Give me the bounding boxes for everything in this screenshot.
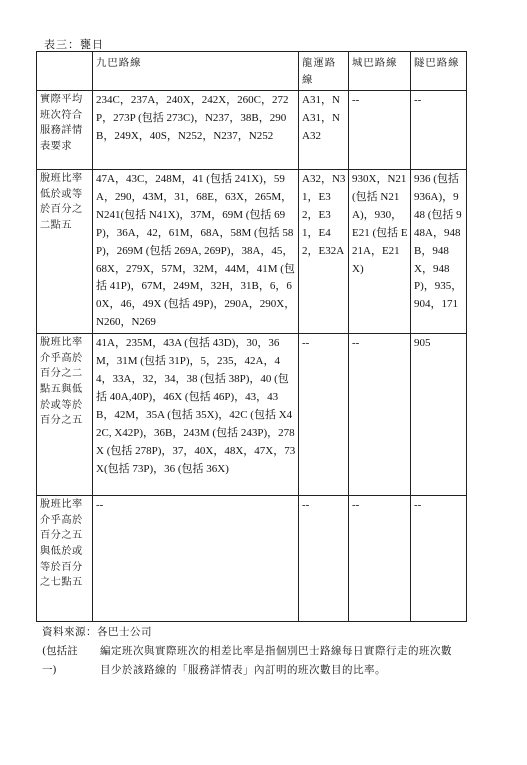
header-tunnel: 隧巴路線 [411,52,467,91]
kmb-routes: 47A，43C，248M，41 (包括 241X)，59A，290，43M，31，68E，63X，265M，N241(包括 N41X)，37M，69M (包括 69P)，36A，42，61M，68A，58M (包括 58P)，269M (包括 269A, 269P)，38A，45，68X，279X，57M，32M，44M，41M (包括 41P)，67M，249M，32H，31B，6，60X，46，49X (包括 49P)，290A，290X，N260，N269 [93,170,299,334]
lwb-routes: -- [299,334,349,496]
ctb-routes: 930X，N21 (包括 N21A)，930，E21 (包括 E21A，E21X) [349,170,411,334]
kmb-routes: -- [93,496,299,622]
data-source: 資料來源：各巴士公司 [42,626,152,638]
note-text: 編定班次與實際班次的相差比率是指個別巴士路線每日實際行走的班次數目少於該路線的「服務詳情表」內訂明的班次數目的比率。 [100,645,452,676]
kmb-routes: 234C，237A，240X，242X，260C，272P，273P (包括 273C)，N237，38B，290B，249X，40S，N252，N237，N252 [93,91,299,170]
route-table [36,51,467,622]
table-row [37,496,467,622]
lwb-routes: A32，N31，E32，E31，E42，E32A [299,170,349,334]
lwb-routes: -- [299,496,349,622]
table-row [37,170,467,334]
kmb-routes: 41A，235M，43A (包括 43D)，30，36M，31M (包括 31P)，5，235，42A，44，33A，32，34，38 (包括 38P)，40 (包括 40A,40P)，46X (包括 46P)，43，43B，42M，35A (包括 35X)，42C (包括 X42C, X42P)，36B，243M (包括 243P)，278X (包括 278P)，37，40X，48X，47X，73X(包括 73P)，36 (包括 36X) [93,334,299,496]
header-kmb: 九巴路線 [93,52,299,91]
tunnel-routes: -- [411,91,467,170]
tunnel-routes: 905 [411,334,467,496]
table-row [37,334,467,496]
tunnel-routes: 936 (包括 936A)，948 (包括 948A，948B，948X，948P)，935，904，171 [411,170,467,334]
header-blank [37,52,93,91]
header-ctb: 城巴路線 [349,52,411,91]
row-label: 脫班比率介乎高於百分之五與低於或等於百分之七點五 [37,496,93,622]
header-lwb: 龍運路線 [299,52,349,91]
ctb-routes: -- [349,496,411,622]
table-title: 表三：甕日 [44,38,104,51]
lwb-routes: A31，NA31，NA32 [299,91,349,170]
tunnel-routes: -- [411,496,467,622]
ctb-routes: -- [349,334,411,496]
row-label: 脫班比率低於或等於百分之二點五 [37,170,93,334]
table-header-row [37,52,467,91]
table-row [37,91,467,170]
row-label: 實際平均班次符合服務詳情表要求 [37,91,93,170]
ctb-routes: -- [349,91,411,170]
row-label: 脫班比率介乎高於百分之二點五與低於或等於百分之五 [37,334,93,496]
note-label: (包括註一) [42,645,78,676]
